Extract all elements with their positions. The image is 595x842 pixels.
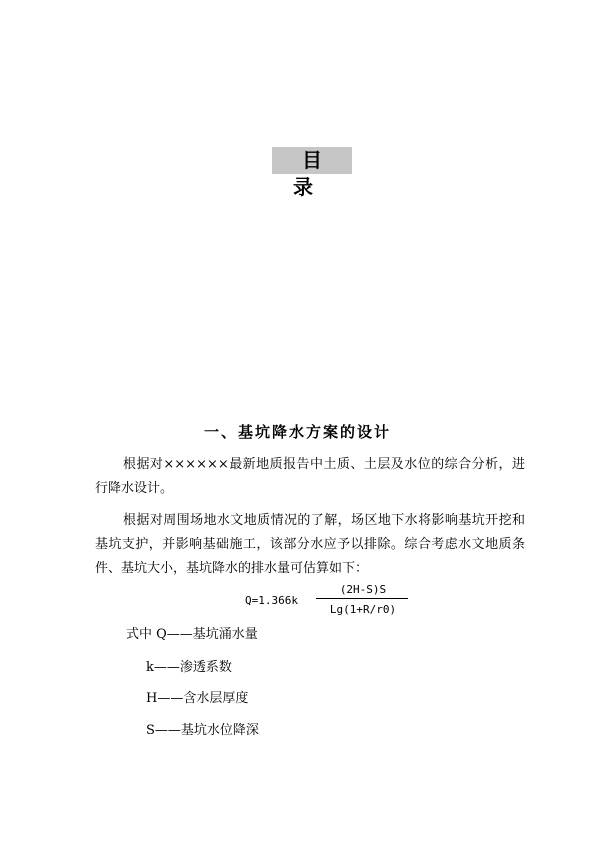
variable-definition: H——含水层厚度	[146, 691, 249, 706]
paragraph-1: 根据对××××××最新地质报告中土质、土层及水位的综合分析，进行降水设计。	[95, 457, 525, 496]
section-heading: 一、基坑降水方案的设计	[203, 423, 391, 441]
variable-definition: 式中 Q——基坑涌水量	[126, 627, 258, 642]
paragraph-2: 根据对周围场地水文地质情况的了解，场区地下水将影响基坑开挖和基坑支护，并影响基础施工，该部分水应予以排除。综合考虑水文地质条件、基坑大小，基坑降水的排水量可估算如下：	[95, 513, 525, 576]
variable-definition: k——渗透系数	[146, 660, 232, 675]
formula-numerator: (2H-S)S	[339, 583, 387, 596]
formula-lhs: Q=1.366k	[245, 594, 298, 607]
toc-title: 目录	[272, 147, 352, 174]
variable-definition: S——基坑水位降深	[146, 723, 259, 738]
fraction-bar	[316, 598, 408, 599]
formula-denominator: Lg(1+R/r0)	[329, 603, 397, 616]
